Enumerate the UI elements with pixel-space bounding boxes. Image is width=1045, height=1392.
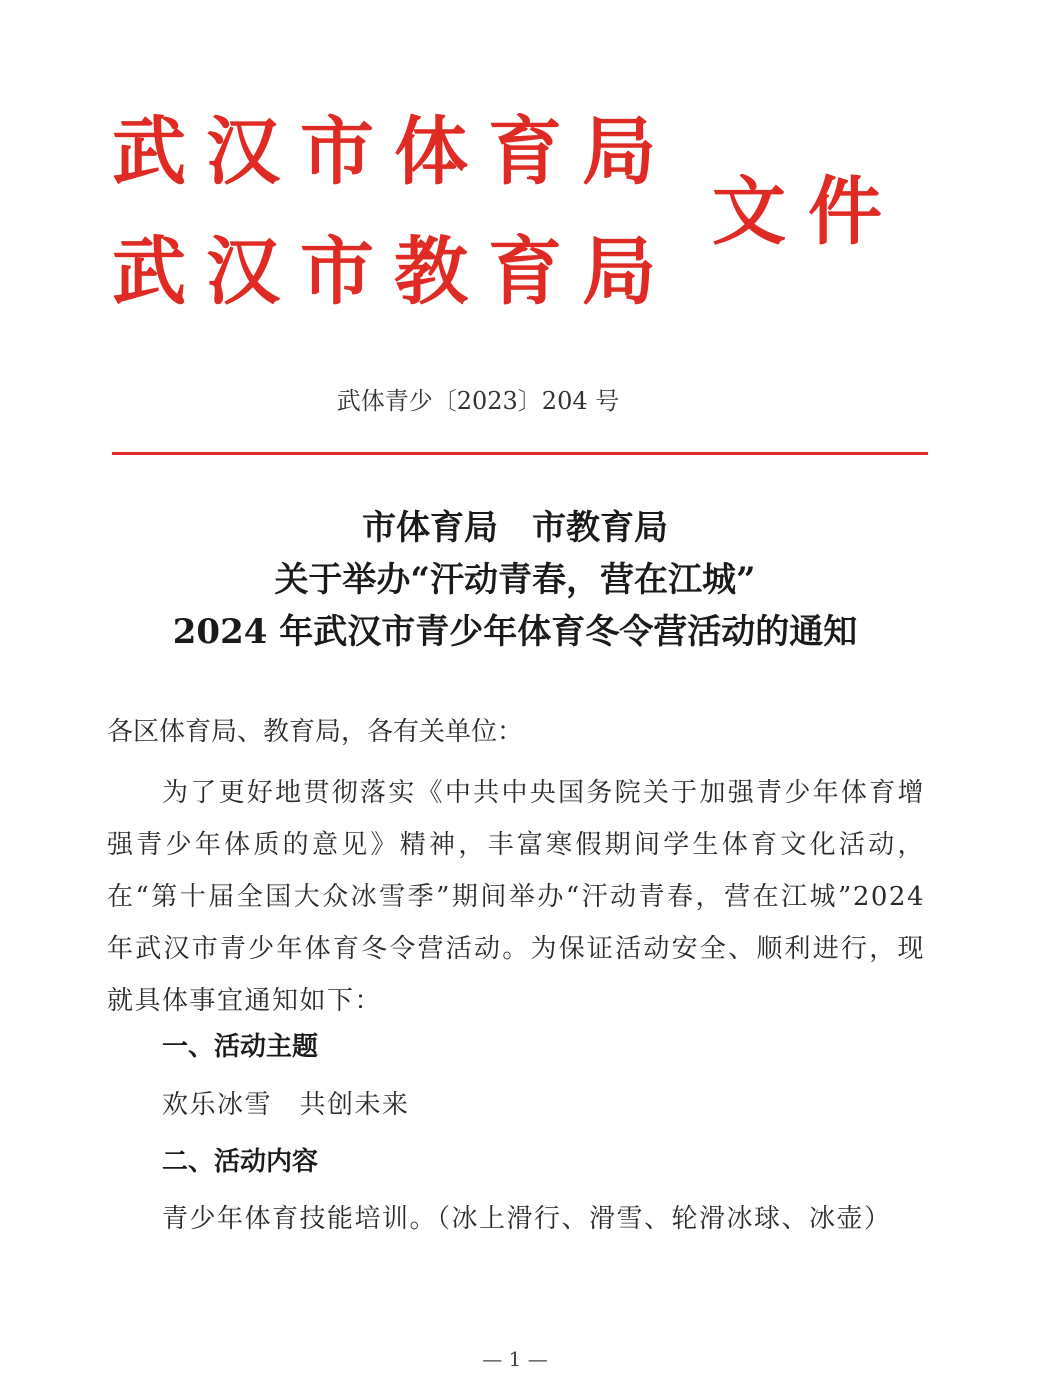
section-body-theme: 欢乐冰雪 共创未来	[162, 1090, 410, 1120]
page-number: — 1 —	[482, 1347, 548, 1371]
title-line-1: 市体育局 市教育局	[362, 508, 668, 548]
title-line-2: 关于举办“汗动青春，营在江城”	[274, 560, 756, 600]
document-number: 武体青少〔2023〕204 号	[336, 387, 620, 415]
document-suffix: 文件	[712, 169, 904, 255]
issuer-education-bureau: 武汉市教育局	[112, 229, 676, 315]
section-body-content: 青少年体育技能培训。（冰上滑行、滑雪、轮滑冰球、冰壶）	[162, 1204, 892, 1234]
greeting: 各区体育局、教育局，各有关单位：	[107, 717, 524, 747]
issuer-sports-bureau: 武汉市体育局	[112, 109, 676, 195]
red-divider	[112, 452, 928, 455]
intro-paragraph: 为了更好地贯彻落实《中共中央国务院关于加强青少年体育增强青少年体质的意见》精神，丰富寒假期间学生体育文化活动，在“第十届全国大众冰雪季”期间举办“汗动青春，营在江城”2024 年武汉市青少年体育冬令营活动。为保证活动安全、顺利进行，现就具体事宜通知如下：	[107, 778, 925, 1016]
notice-title	[0, 502, 1030, 658]
title-line-3: 2024 年武汉市青少年体育冬令营活动的通知	[172, 612, 858, 652]
section-heading-content: 二、活动内容	[162, 1147, 319, 1177]
section-heading-theme: 一、活动主题	[162, 1032, 319, 1062]
